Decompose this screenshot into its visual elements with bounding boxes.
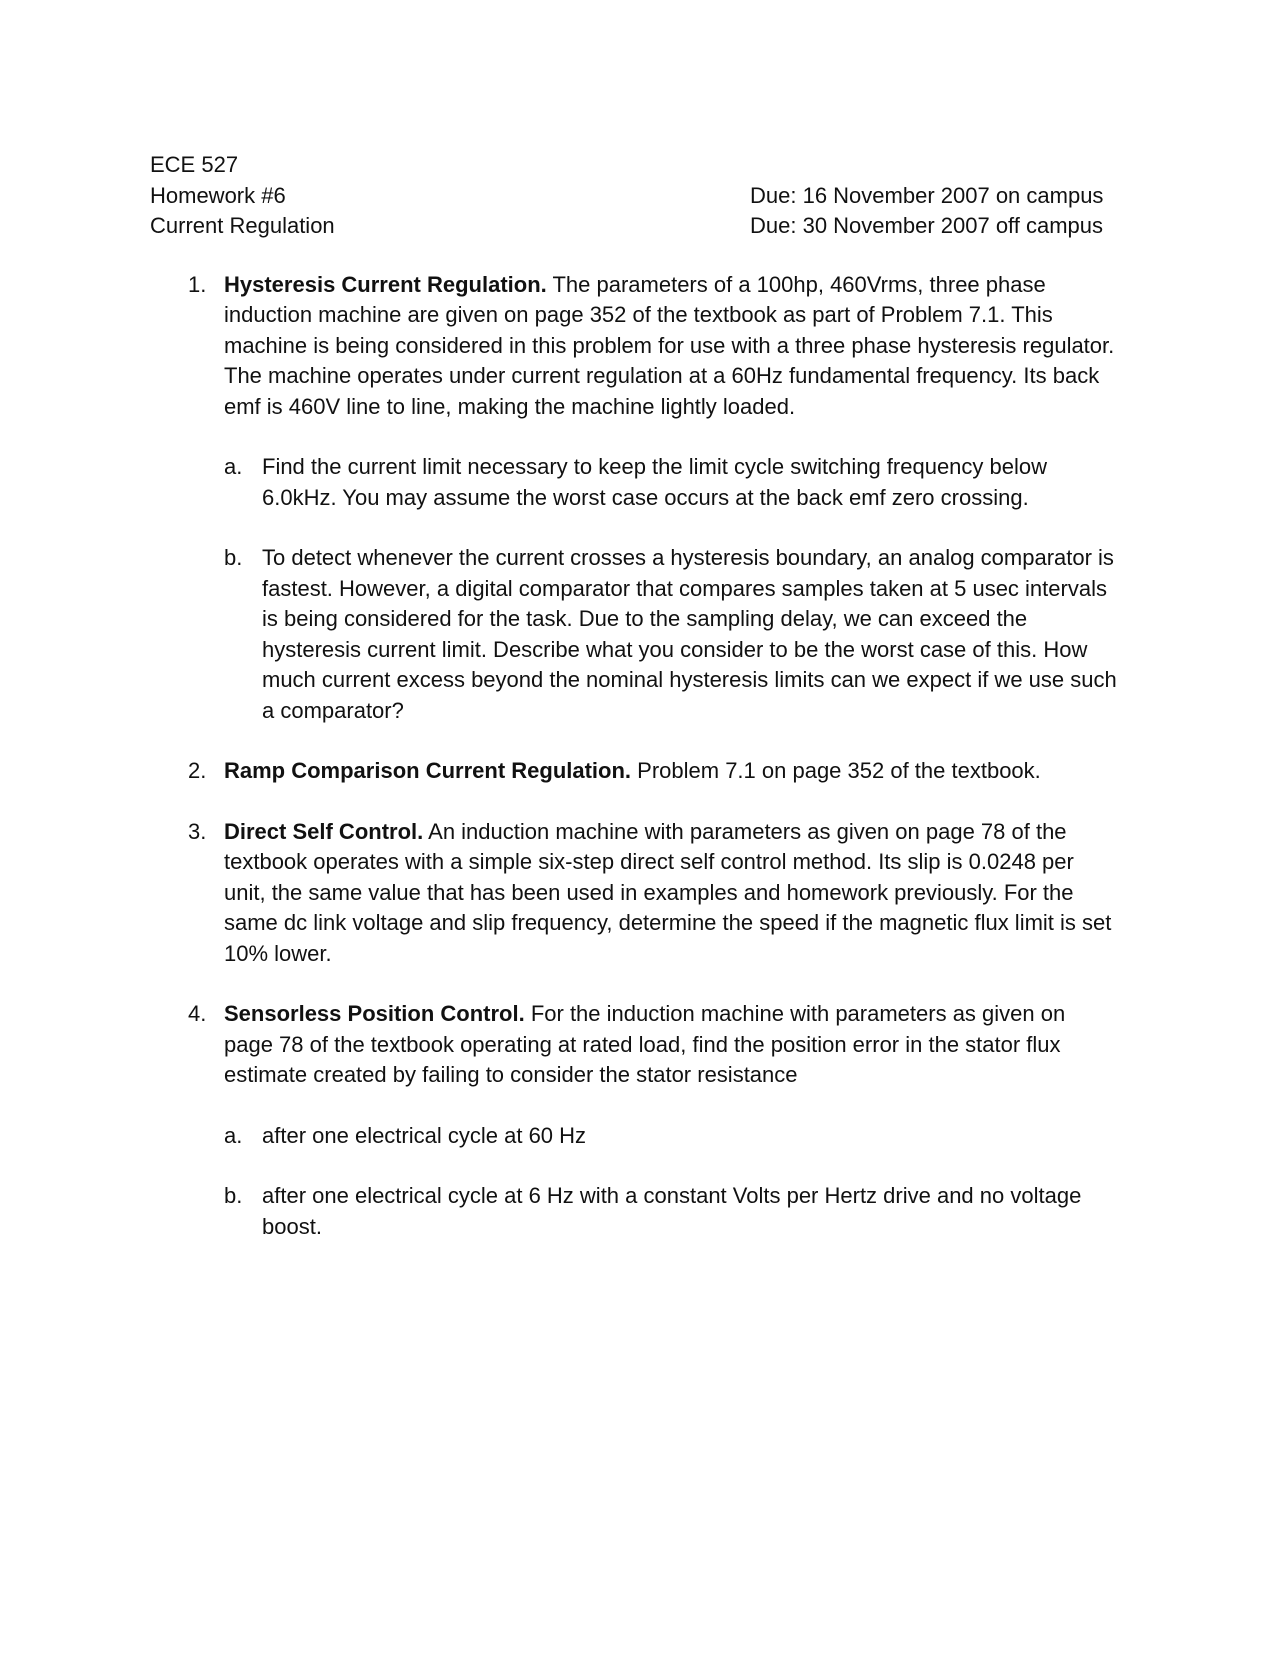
header-row-homework	[150, 181, 1120, 212]
problem-body	[224, 999, 1120, 1091]
subpart-item	[224, 452, 1120, 513]
topic-label: Current Regulation	[150, 213, 335, 238]
document-header	[150, 150, 1120, 242]
problem-text: For the induction machine with parameters as given on page 78 of the textbook operating at rated load, find the position error in the stator flux estimate created by failing to consider the stator resistance	[224, 1001, 1066, 1087]
problem-body	[224, 817, 1120, 970]
subpart-item	[224, 543, 1120, 726]
problem-number: 4.	[188, 1001, 207, 1026]
problem-number: 1.	[188, 271, 207, 297]
subpart-item	[224, 1121, 1120, 1152]
subpart-text: after one electrical cycle at 6 Hz with a constant Volts per Hertz drive and no voltage boost.	[262, 1183, 1082, 1239]
subpart-letter: a.	[224, 1122, 243, 1148]
subpart-item	[224, 1181, 1120, 1242]
problem-title: Hysteresis Current Regulation.	[224, 271, 547, 297]
subpart-letter: b.	[224, 545, 243, 570]
homework-label: Homework #6	[150, 182, 286, 208]
problem-list	[150, 270, 1120, 1243]
subpart-letter: a.	[224, 454, 243, 479]
subpart-text: Find the current limit necessary to keep the limit cycle switching frequency below 6.0kHz. You may assume the worst case occurs at the back emf zero crossing.	[262, 454, 1048, 510]
problem-text: An induction machine with parameters as given on page 78 of the textbook operates with a simple six-step direct self control method. Its slip is 0.0248 per unit, the same value that has been used in examples and homework previously. For the same dc link voltage and slip frequency, determine the speed if the magnetic flux limit is set 10% lower.	[224, 818, 1112, 966]
header-row-course	[150, 150, 1120, 181]
problem-title: Sensorless Position Control.	[224, 1001, 525, 1026]
subpart-text: after one electrical cycle at 60 Hz	[262, 1122, 587, 1148]
problem-title: Direct Self Control.	[224, 818, 424, 844]
problem-body	[224, 756, 1120, 787]
problem-body	[224, 270, 1120, 423]
due-off-campus: Due: 30 November 2007 off campus	[750, 213, 1104, 238]
problem-item	[150, 270, 1120, 727]
subpart-list	[224, 452, 1120, 726]
problem-text: Problem 7.1 on page 352 of the textbook.	[631, 758, 1041, 783]
problem-number: 3.	[188, 818, 207, 844]
problem-title: Ramp Comparison Current Regulation.	[224, 758, 632, 783]
header-row-topic	[150, 211, 1120, 242]
subpart-text: To detect whenever the current crosses a hysteresis boundary, an analog comparator is fastest. However, a digital comparator that compares samples taken at 5 usec intervals is being considered for the task. Due to the sampling delay, we can exceed the hysteresis current limit. Describe what you consider to be the worst case of this. How much current excess beyond the nominal hysteresis limits can we expect if we use such a comparator?	[262, 545, 1117, 723]
problem-text: The parameters of a 100hp, 460Vrms, three phase induction machine are given on page 352 of the textbook as part of Problem 7.1. This machine is being considered in this problem for use with a three phase hysteresis regulator. The machine operates under current regulation at a 60Hz fundamental frequency. Its back emf is 460V line to line, making the machine lightly loaded.	[224, 271, 1115, 419]
document-page	[150, 150, 1120, 1272]
problem-item	[150, 999, 1120, 1242]
due-on-campus: Due: 16 November 2007 on campus	[750, 182, 1104, 208]
problem-item	[150, 756, 1120, 787]
course-label: ECE 527	[150, 152, 239, 177]
problem-number: 2.	[188, 758, 207, 783]
problem-item	[150, 817, 1120, 970]
subpart-list	[224, 1121, 1120, 1243]
subpart-letter: b.	[224, 1183, 243, 1208]
